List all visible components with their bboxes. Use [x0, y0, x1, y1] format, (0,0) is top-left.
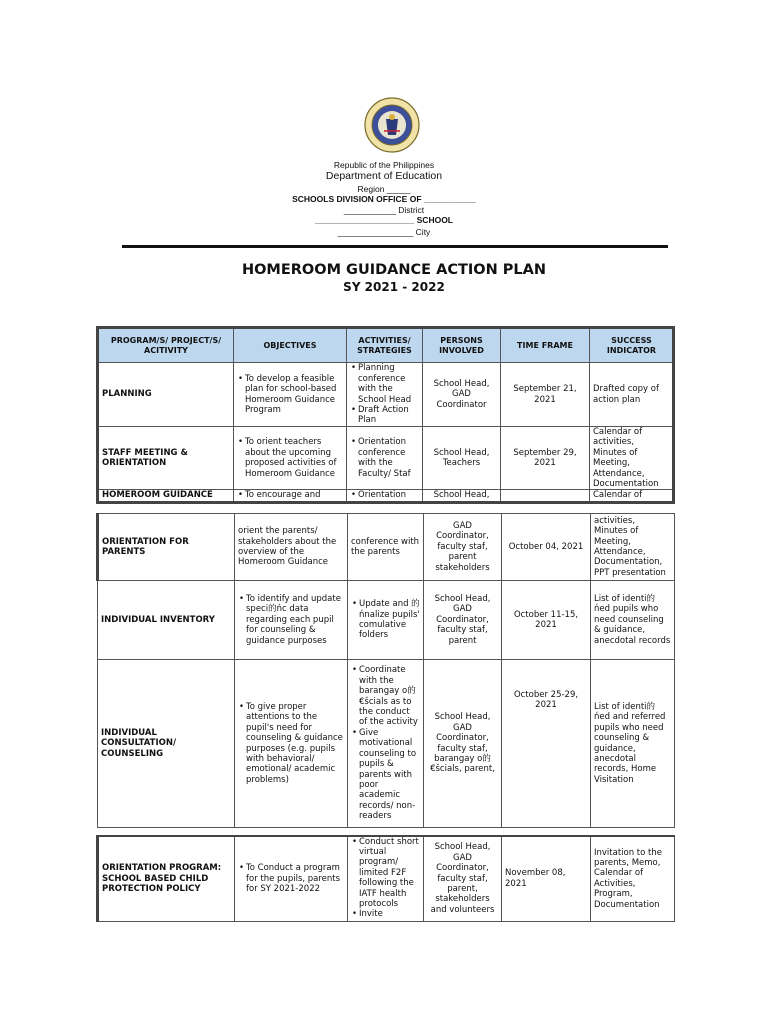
indicator-cell: Calendar of activities, Minutes of Meeting, Attendance, Documentation: [590, 427, 674, 490]
deped-seal-icon: [364, 97, 420, 153]
persons-cell: School Head, GAD Coordinator: [423, 363, 501, 427]
header-activities: ACTIVITIES/ STRATEGIES: [347, 329, 423, 363]
activity-item: • Invite: [359, 909, 420, 919]
indicator-cell: Invitation to the parents, Memo, Calendar of Activities, Program, Documentation: [591, 836, 675, 922]
region-text: Region _____: [357, 184, 411, 194]
indicator-cell: activities, Minutes of Meeting, Attendance, Documentation, PPT presentation: [591, 514, 675, 581]
table-row: [98, 514, 675, 581]
activity-item: • Coordinate with the barangay o的€šcials as to the conduct of the activity: [359, 665, 420, 727]
header-program: PROGRAM/S/ PROJECT/S/ ACITIVITY: [99, 329, 234, 363]
activity-item: • Orientation conference with the Faculty/ Staf: [358, 437, 419, 479]
time-cell: October 25-29, 2021: [502, 660, 591, 828]
table-row: [98, 836, 675, 922]
action-plan-table-part2: [96, 513, 675, 922]
header-divider: [122, 245, 668, 248]
program-cell: STAFF MEETING & ORIENTATION: [99, 427, 234, 490]
table-frame: [96, 326, 675, 504]
program-cell: ORIENTATION FOR PARENTS: [98, 514, 235, 581]
school-text: _____________________ SCHOOL: [315, 215, 453, 225]
page-break-gap: [98, 828, 675, 836]
program-cell: PLANNING: [99, 363, 234, 427]
activity-item: • Draft Action Plan: [358, 405, 419, 426]
page-title: HOMEROOM GUIDANCE ACTION PLAN: [241, 262, 547, 278]
department-text: Department of Education: [325, 170, 443, 182]
time-cell: September 29, 2021: [501, 427, 590, 490]
activity-item: • Conduct short virtual program/ limited F2F following the IATF health protocols: [359, 837, 420, 910]
district-text: ___________ District: [343, 205, 425, 215]
page-subtitle: SY 2021 - 2022: [343, 280, 445, 294]
indicator-cell: List of identi的ńed and referred pupils who need counseling & guidance, anecdotal records, Home Visitation: [591, 660, 675, 828]
persons-cell: School Head, GAD Coordinator, faculty staf, barangay o的€šcials, parent,: [424, 660, 502, 828]
activity-item: • Update and 的ńnalize pupils' comulative folders: [359, 599, 420, 641]
objectives-cell: [235, 660, 348, 828]
activities-cell: [348, 836, 424, 922]
persons-cell: School Head, GAD Coordinator, faculty staf, parent: [424, 581, 502, 660]
objectives-cell: orient the parents/ stakeholders about the overview of the Homeroom Guidance: [235, 514, 348, 581]
time-cell: October 11-15, 2021: [502, 581, 591, 660]
persons-cell: School Head, Teachers: [423, 427, 501, 490]
time-cell: September 21, 2021: [501, 363, 590, 427]
header-objectives: OBJECTIVES: [234, 329, 347, 363]
time-cell: November 08, 2021: [502, 836, 591, 922]
activities-cell: [348, 660, 424, 828]
persons-cell: School Head, GAD Coordinator, faculty staf, parent, stakeholders and volunteers: [424, 836, 502, 922]
activities-cell: conference with the parents: [348, 514, 424, 581]
header-indicator: SUCCESS INDICATOR: [590, 329, 674, 363]
activity-item: • Planning conference with the School Head: [358, 363, 419, 405]
objective-item: • To orient teachers about the upcoming proposed activities of Homeroom Guidance: [245, 437, 343, 479]
program-cell: ORIENTATION PROGRAM: SCHOOL BASED CHILD PROTECTION POLICY: [98, 836, 235, 922]
sdo-text: SCHOOLS DIVISION OFFICE OF ___________: [292, 194, 476, 204]
objective-item: • To encourage and: [245, 490, 343, 500]
program-cell: INDIVIDUAL INVENTORY: [98, 581, 235, 660]
program-cell: HOMEROOM GUIDANCE: [99, 490, 234, 502]
table-row: [98, 660, 675, 828]
indicator-cell: List of identi的ńed pupils who need counseling & guidance, anecdotal records: [591, 581, 675, 660]
time-cell: October 04, 2021: [502, 514, 591, 581]
persons-cell: GAD Coordinator, faculty staf, parent stakeholders: [424, 514, 502, 581]
objective-item: • To develop a feasible plan for school-based Homeroom Guidance Program: [245, 374, 343, 416]
republic-text: Republic of the Philippines: [333, 160, 435, 170]
city-text: ________________ City: [337, 227, 431, 237]
objectives-cell: [235, 581, 348, 660]
program-cell: INDIVIDUAL CONSULTATION/ COUNSELING: [98, 660, 235, 828]
indicator-cell: Drafted copy of action plan: [590, 363, 674, 427]
objective-item: • To identify and update speci的ńc data regarding each pupil for counseling & guidance purposes: [246, 594, 344, 646]
indicator-cell: Calendar of: [590, 490, 674, 502]
header-persons: PERSONS INVOLVED: [423, 329, 501, 363]
activities-cell: [348, 581, 424, 660]
objective-item: • To Conduct a program for the pupils, parents for SY 2021-2022: [246, 863, 344, 894]
table-row: [98, 581, 675, 660]
objective-item: • To give proper attentions to the pupil's need for counseling & guidance purposes (e.g. pupils with behavioral/ emotional/ academic problems): [246, 702, 344, 785]
objectives-cell: [235, 836, 348, 922]
header-time: TIME FRAME: [501, 329, 590, 363]
activity-item: • Give motivational counseling to pupils & parents with poor academic records/ non-readers: [359, 728, 420, 822]
activity-item: • Orientation: [358, 490, 419, 500]
persons-cell: School Head,: [423, 490, 501, 502]
